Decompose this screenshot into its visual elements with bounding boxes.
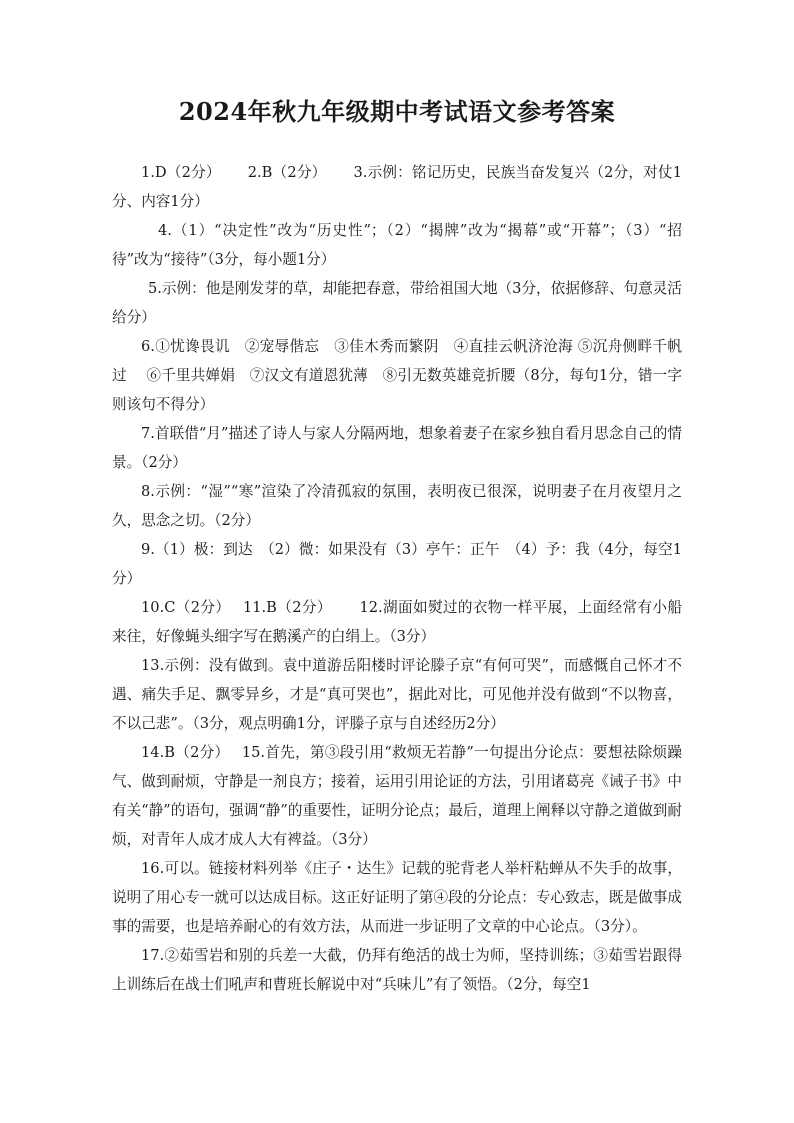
answer-item-8: 8.示例：“湿”“寒”渲染了冷清孤寂的氛围，表明夜已很深，说明妻子在月夜望月之久，思念之切。（2分） bbox=[112, 483, 682, 529]
answer-item-16: 16.可以。链接材料列举《庄子・达生》记载的驼背老人举杆粘蝉从不失手的故事，说明了用心专一就可以达成目标。这正好证明了第④段的分论点：专心致志，既是做事成事的需要，也是培养耐心的有效方法，从而进一步证明了文章的中心论点。（3分）。 bbox=[112, 860, 682, 935]
answer-item-6: 6.①忧谗畏讥 ②宠辱偕忘 ③佳木秀而繁阴 ④直挂云帆济沧海 ⑤沉舟侧畔千帆过 ⑥千里共婵娟 ⑦汉文有道恩犹薄 ⑧引无数英雄竞折腰（8分，每句1分，错一字则该句不得分） bbox=[112, 338, 682, 413]
answer-item-14-15: 14.B（2分） 15.首先，第③段引用“救烦无若静”一句提出分论点：要想祛除烦躁气、做到耐烦，守静是一剂良方；接着，运用引用论证的方法，引用诸葛亮《诫子书》中有关“静”的语句，强调“静”的重要性，证明分论点；最后，道理上阐释以守静之道做到耐烦，对青年人成才成人大有裨益。（3分） bbox=[112, 744, 682, 848]
answer-item-7: 7.首联借“月”描述了诗人与家人分隔两地，想象着妻子在家乡独自看月思念自己的情景。（2分） bbox=[112, 425, 682, 471]
answer-item-10-12: 10.C（2分） 11.B（2分） 12.湖面如熨过的衣物一样平展，上面经常有小船来往，好像蝇头细字写在鹅溪产的白绢上。（3分） bbox=[112, 599, 682, 645]
answer-item-5: 5.示例：他是刚发芽的草，却能把春意，带给祖国大地（3分，依据修辞、句意灵活给分） bbox=[112, 280, 682, 326]
answer-item-4: 4.（1）“决定性”改为“历史性”；（2）“揭牌”改为“揭幕”或“开幕”；（3）“招待”改为“接待”（3分，每小题1分） bbox=[112, 222, 682, 268]
answer-item-13: 13.示例：没有做到。袁中道游岳阳楼时评论滕子京“有何可哭”，而感慨自己怀才不遇、痛失手足、飘零异乡，才是“真可哭也”，据此对比，可见他并没有做到“不以物喜，不以己悲”。（3分，观点明确1分，评滕子京与自述经历2分） bbox=[112, 657, 682, 732]
answer-item-9: 9.（1）极：到达 （2）微：如果没有（3）亭午：正午 （4）予：我（4分，每空1分） bbox=[112, 541, 682, 587]
answer-item-1-3: 1.D（2分） 2.B（2分） 3.示例：铭记历史，民族当奋发复兴（2分，对仗1分、内容1分） bbox=[112, 164, 682, 210]
answer-item-17: 17.②茹雪岩和别的兵差一大截，仍拜有绝活的战士为师，坚持训练；③茹雪岩跟得上训练后在战士们吼声和曹班长解说中对“兵味儿”有了领悟。（2分，每空1 bbox=[112, 947, 682, 993]
answer-list bbox=[112, 158, 682, 999]
page-title: 2024年秋九年级期中考试语文参考答案 bbox=[178, 97, 616, 126]
